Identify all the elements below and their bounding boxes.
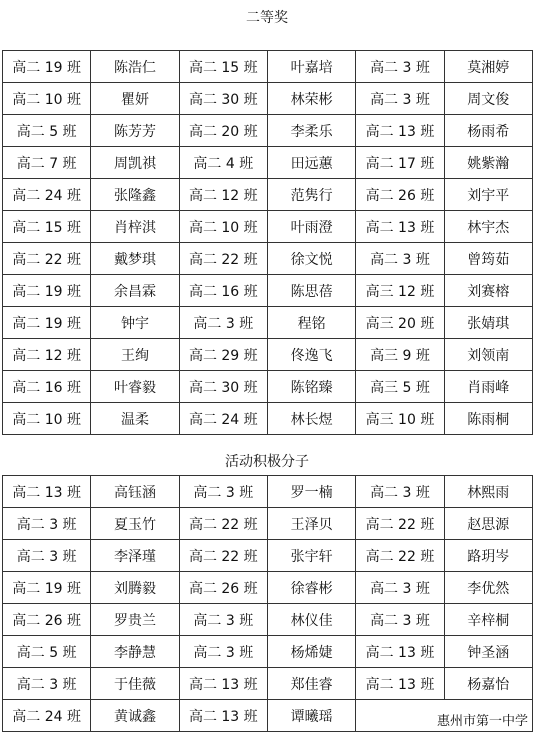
student-name-cell: 刘赛榕 bbox=[444, 275, 532, 307]
class-cell: 高二 3 班 bbox=[179, 604, 267, 636]
class-cell: 高二 15 班 bbox=[179, 51, 267, 83]
student-name-cell: 钟圣涵 bbox=[444, 636, 532, 668]
class-cell: 高二 3 班 bbox=[356, 243, 444, 275]
class-cell: 高二 4 班 bbox=[179, 147, 267, 179]
student-name-cell: 张宇轩 bbox=[267, 540, 355, 572]
class-cell: 高二 26 班 bbox=[179, 572, 267, 604]
class-cell: 高二 3 班 bbox=[3, 540, 91, 572]
student-name-cell: 瞿妍 bbox=[91, 83, 179, 115]
table-row bbox=[3, 307, 533, 339]
class-cell: 高二 29 班 bbox=[179, 339, 267, 371]
student-name-cell: 余昌霖 bbox=[91, 275, 179, 307]
student-name-cell: 林宇杰 bbox=[444, 211, 532, 243]
student-name-cell: 林荣彬 bbox=[267, 83, 355, 115]
class-cell: 高二 22 班 bbox=[356, 508, 444, 540]
student-name-cell: 于佳薇 bbox=[91, 668, 179, 700]
class-cell: 高二 13 班 bbox=[179, 668, 267, 700]
class-cell: 高二 13 班 bbox=[3, 476, 91, 508]
class-cell: 高二 26 班 bbox=[3, 604, 91, 636]
student-name-cell: 李优然 bbox=[444, 572, 532, 604]
class-cell: 高二 10 班 bbox=[3, 83, 91, 115]
class-cell: 高二 3 班 bbox=[179, 307, 267, 339]
student-name-cell: 路玥岑 bbox=[444, 540, 532, 572]
student-name-cell: 李静慧 bbox=[91, 636, 179, 668]
student-name-cell: 周凯祺 bbox=[91, 147, 179, 179]
student-name-cell: 谭曦瑶 bbox=[267, 700, 355, 732]
student-name-cell: 林仪佳 bbox=[267, 604, 355, 636]
class-cell: 高二 16 班 bbox=[3, 371, 91, 403]
student-name-cell: 肖雨峰 bbox=[444, 371, 532, 403]
student-name-cell: 钟宇 bbox=[91, 307, 179, 339]
student-name-cell: 杨雨希 bbox=[444, 115, 532, 147]
class-cell: 高二 13 班 bbox=[356, 636, 444, 668]
class-cell: 高二 13 班 bbox=[356, 211, 444, 243]
class-cell: 高二 22 班 bbox=[3, 243, 91, 275]
class-cell: 高二 15 班 bbox=[3, 211, 91, 243]
student-name-cell: 张婧琪 bbox=[444, 307, 532, 339]
student-name-cell: 田远蕙 bbox=[267, 147, 355, 179]
class-cell: 高二 13 班 bbox=[179, 700, 267, 732]
table-row bbox=[3, 540, 533, 572]
student-name-cell: 曾筠茹 bbox=[444, 243, 532, 275]
class-cell: 高二 22 班 bbox=[179, 508, 267, 540]
class-cell: 高二 24 班 bbox=[3, 179, 91, 211]
student-name-cell: 徐文悦 bbox=[267, 243, 355, 275]
student-name-cell: 林熙雨 bbox=[444, 476, 532, 508]
student-name-cell: 叶睿毅 bbox=[91, 371, 179, 403]
student-name-cell: 高钰涵 bbox=[91, 476, 179, 508]
class-cell: 高二 7 班 bbox=[3, 147, 91, 179]
class-cell: 高二 12 班 bbox=[3, 339, 91, 371]
table-row bbox=[3, 339, 533, 371]
class-cell: 高二 3 班 bbox=[3, 508, 91, 540]
class-cell: 高二 3 班 bbox=[179, 476, 267, 508]
class-cell: 高二 3 班 bbox=[179, 636, 267, 668]
table-row bbox=[3, 371, 533, 403]
student-name-cell: 王绚 bbox=[91, 339, 179, 371]
class-cell: 高二 3 班 bbox=[356, 51, 444, 83]
student-name-cell: 罗贵兰 bbox=[91, 604, 179, 636]
student-name-cell: 李柔乐 bbox=[267, 115, 355, 147]
student-name-cell: 赵思源 bbox=[444, 508, 532, 540]
class-cell: 高三 10 班 bbox=[356, 403, 444, 435]
student-name-cell: 李泽瑾 bbox=[91, 540, 179, 572]
student-name-cell: 戴梦琪 bbox=[91, 243, 179, 275]
class-cell: 高二 30 班 bbox=[179, 83, 267, 115]
table-row bbox=[3, 700, 533, 732]
class-cell: 高二 10 班 bbox=[3, 403, 91, 435]
student-name-cell: 温柔 bbox=[91, 403, 179, 435]
student-name-cell: 肖梓淇 bbox=[91, 211, 179, 243]
class-cell: 高二 13 班 bbox=[356, 668, 444, 700]
student-name-cell: 杨嘉怡 bbox=[444, 668, 532, 700]
student-name-cell: 罗一楠 bbox=[267, 476, 355, 508]
class-cell: 高三 12 班 bbox=[356, 275, 444, 307]
student-name-cell: 郑佳睿 bbox=[267, 668, 355, 700]
class-cell: 高三 5 班 bbox=[356, 371, 444, 403]
class-cell: 高二 3 班 bbox=[356, 476, 444, 508]
table-row bbox=[3, 179, 533, 211]
class-cell: 高二 24 班 bbox=[179, 403, 267, 435]
student-name-cell: 刘腾毅 bbox=[91, 572, 179, 604]
footer-cell bbox=[356, 700, 533, 732]
school-name: 惠州市第一中学 bbox=[436, 714, 528, 729]
student-name-cell: 范隽行 bbox=[267, 179, 355, 211]
student-name-cell: 陈雨桐 bbox=[444, 403, 532, 435]
class-cell: 高二 30 班 bbox=[179, 371, 267, 403]
class-cell: 高二 19 班 bbox=[3, 275, 91, 307]
active-members-table bbox=[2, 475, 533, 732]
table-row bbox=[3, 211, 533, 243]
table-row bbox=[3, 83, 533, 115]
student-name-cell: 佟逸飞 bbox=[267, 339, 355, 371]
class-cell: 高二 19 班 bbox=[3, 572, 91, 604]
class-cell: 高二 19 班 bbox=[3, 51, 91, 83]
student-name-cell: 林长煜 bbox=[267, 403, 355, 435]
class-cell: 高二 3 班 bbox=[356, 572, 444, 604]
table-row bbox=[3, 115, 533, 147]
student-name-cell: 刘宇平 bbox=[444, 179, 532, 211]
student-name-cell: 黄诚鑫 bbox=[91, 700, 179, 732]
table-row bbox=[3, 604, 533, 636]
class-cell: 高二 16 班 bbox=[179, 275, 267, 307]
class-cell: 高二 22 班 bbox=[179, 540, 267, 572]
student-name-cell: 陈浩仁 bbox=[91, 51, 179, 83]
class-cell: 高二 5 班 bbox=[3, 115, 91, 147]
class-cell: 高二 13 班 bbox=[356, 115, 444, 147]
table-row bbox=[3, 51, 533, 83]
student-name-cell: 叶雨澄 bbox=[267, 211, 355, 243]
second-prize-table bbox=[2, 50, 533, 435]
class-cell: 高二 22 班 bbox=[356, 540, 444, 572]
student-name-cell: 王泽贝 bbox=[267, 508, 355, 540]
student-name-cell: 陈思蓓 bbox=[267, 275, 355, 307]
student-name-cell: 周文俊 bbox=[444, 83, 532, 115]
class-cell: 高二 20 班 bbox=[179, 115, 267, 147]
class-cell: 高三 9 班 bbox=[356, 339, 444, 371]
section-title-second-prize: 二等奖 bbox=[246, 10, 288, 26]
table-row bbox=[3, 147, 533, 179]
class-cell: 高二 3 班 bbox=[356, 604, 444, 636]
student-name-cell: 陈铭臻 bbox=[267, 371, 355, 403]
class-cell: 高二 19 班 bbox=[3, 307, 91, 339]
student-name-cell: 张隆鑫 bbox=[91, 179, 179, 211]
class-cell: 高二 26 班 bbox=[356, 179, 444, 211]
student-name-cell: 徐睿彬 bbox=[267, 572, 355, 604]
table-row bbox=[3, 636, 533, 668]
student-name-cell: 夏玉竹 bbox=[91, 508, 179, 540]
table-row bbox=[3, 508, 533, 540]
table-row bbox=[3, 572, 533, 604]
student-name-cell: 叶嘉培 bbox=[267, 51, 355, 83]
table-row bbox=[3, 668, 533, 700]
class-cell: 高二 22 班 bbox=[179, 243, 267, 275]
table-row bbox=[3, 275, 533, 307]
table-row bbox=[3, 476, 533, 508]
class-cell: 高二 10 班 bbox=[179, 211, 267, 243]
student-name-cell: 莫湘婷 bbox=[444, 51, 532, 83]
class-cell: 高二 17 班 bbox=[356, 147, 444, 179]
class-cell: 高二 3 班 bbox=[3, 668, 91, 700]
student-name-cell: 刘领南 bbox=[444, 339, 532, 371]
student-name-cell: 姚紫瀚 bbox=[444, 147, 532, 179]
class-cell: 高二 12 班 bbox=[179, 179, 267, 211]
student-name-cell: 程铭 bbox=[267, 307, 355, 339]
class-cell: 高二 24 班 bbox=[3, 700, 91, 732]
student-name-cell: 杨烯婕 bbox=[267, 636, 355, 668]
class-cell: 高二 3 班 bbox=[356, 83, 444, 115]
table-row bbox=[3, 403, 533, 435]
student-name-cell: 陈芳芳 bbox=[91, 115, 179, 147]
section-title-active-members: 活动积极分子 bbox=[225, 454, 309, 470]
table-row bbox=[3, 243, 533, 275]
class-cell: 高二 5 班 bbox=[3, 636, 91, 668]
class-cell: 高三 20 班 bbox=[356, 307, 444, 339]
student-name-cell: 辛梓桐 bbox=[444, 604, 532, 636]
